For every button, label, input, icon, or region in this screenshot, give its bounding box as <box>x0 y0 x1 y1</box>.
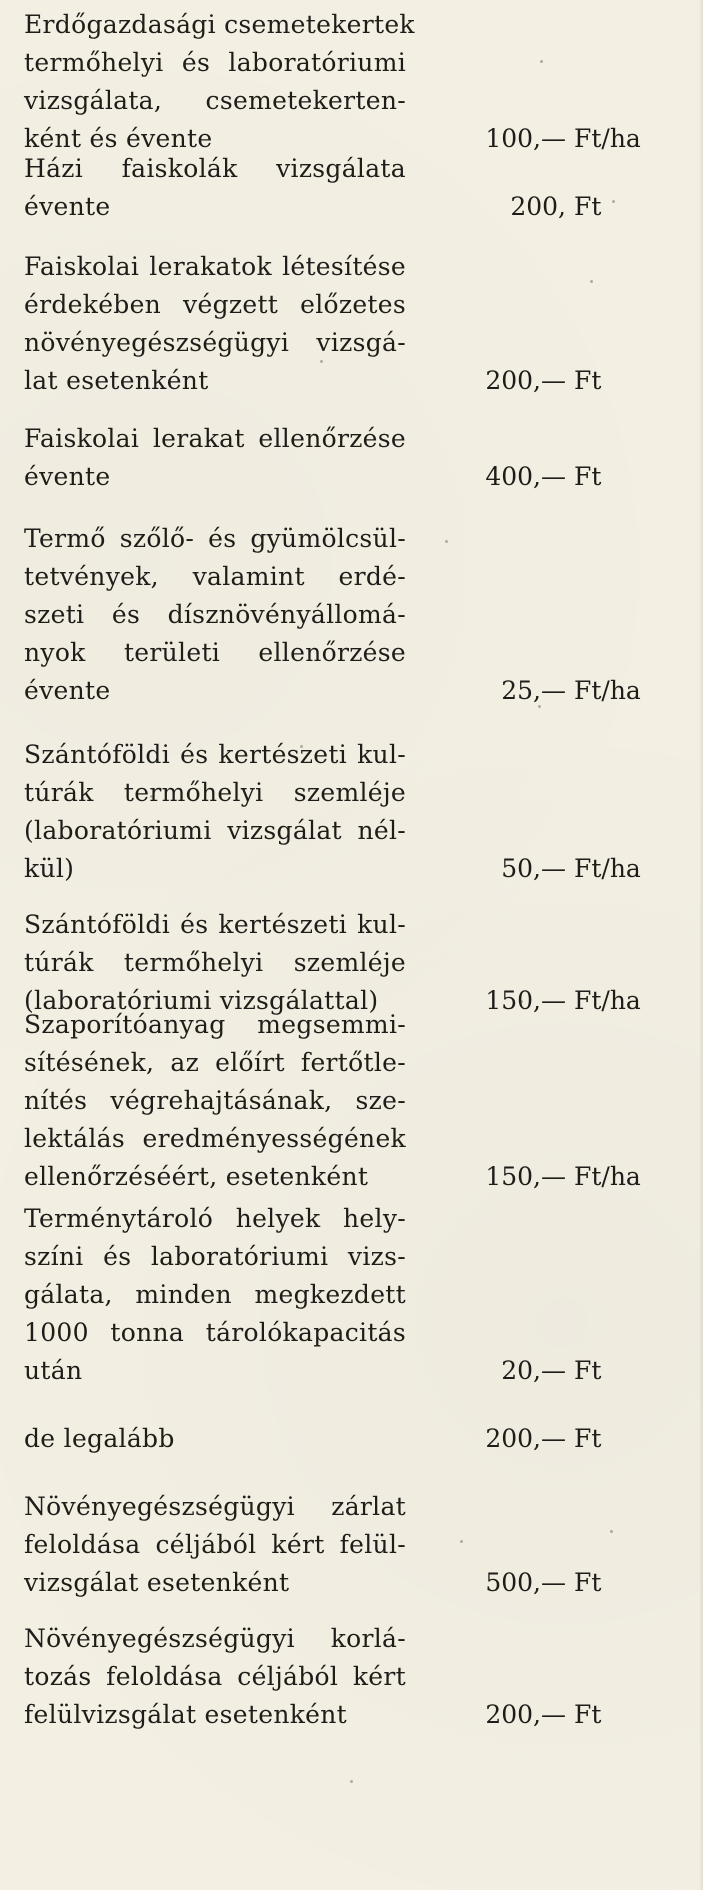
fee-unit: Ft <box>574 192 602 221</box>
fee-amount: 150,— <box>485 986 566 1015</box>
fee-price <box>470 850 641 888</box>
paper-speck <box>612 200 615 203</box>
fee-unit: Ft/ha <box>574 986 641 1015</box>
fee-unit: Ft <box>574 366 602 395</box>
fee-description <box>24 420 406 496</box>
fee-amount: 20,— <box>501 1356 566 1385</box>
fee-price <box>470 362 601 400</box>
fee-unit: Ft/ha <box>574 854 641 883</box>
description-line: Növényegészségügyi zárlat <box>24 1492 406 1521</box>
fee-amount: 200, <box>510 192 566 221</box>
fee-amount: 200,— <box>485 1700 566 1729</box>
fee-price <box>470 1564 601 1602</box>
paper-speck <box>538 705 541 708</box>
page-edge-shadow <box>699 0 703 1890</box>
fee-price <box>470 672 641 710</box>
description-line: szeti és dísznövényállomá- <box>24 600 406 629</box>
fee-price <box>470 458 601 496</box>
description-line: vizsgálat esetenként <box>24 1568 290 1597</box>
fee-unit: Ft <box>574 1568 602 1597</box>
description-line: gálata, minden megkezdett <box>24 1280 406 1309</box>
fee-unit: Ft/ha <box>574 676 641 705</box>
paper-speck <box>460 1540 463 1543</box>
fee-amount: 50,— <box>501 854 566 883</box>
fee-price <box>470 982 641 1020</box>
description-line: (laboratóriumi vizsgálattal) <box>24 986 379 1015</box>
description-line: évente <box>24 192 111 221</box>
fee-unit: Ft/ha <box>574 124 641 153</box>
fee-description <box>24 1200 406 1390</box>
description-line: színi és laboratóriumi vizs- <box>24 1242 406 1271</box>
description-line: ként és évente <box>24 124 213 153</box>
description-line: növényegészségügyi vizsgá- <box>24 328 406 357</box>
fee-unit: Ft <box>574 1356 602 1385</box>
description-line: nyok területi ellenőrzése <box>24 638 406 667</box>
description-line: Terménytároló helyek hely- <box>24 1204 406 1233</box>
description-line: tozás feloldása céljából kért <box>24 1662 406 1691</box>
description-line: Szántóföldi és kertészeti kul- <box>24 740 406 769</box>
description-line: után <box>24 1356 83 1385</box>
paper-speck <box>590 280 593 283</box>
fee-price <box>470 1696 601 1734</box>
fee-amount: 25,— <box>501 676 566 705</box>
fee-description <box>24 906 406 1020</box>
description-line: Termő szőlő- és gyümölcsül- <box>24 524 406 553</box>
fee-description <box>24 150 406 226</box>
description-line: kül) <box>24 854 75 883</box>
paper-speck <box>540 60 543 63</box>
fee-amount: 200,— <box>485 1424 566 1453</box>
description-line: ellenőrzéséért, esetenként <box>24 1162 369 1191</box>
description-line: túrák termőhelyi szemléje <box>24 778 406 807</box>
fee-description <box>24 736 406 888</box>
description-line: Növényegészségügyi korlá- <box>24 1624 406 1653</box>
description-line: vizsgálata, csemetekerten- <box>24 86 406 115</box>
description-line: termőhelyi és laboratóriumi <box>24 48 406 77</box>
description-line: felülvizsgálat esetenként <box>24 1700 348 1729</box>
description-line: (laboratóriumi vizsgálat nél- <box>24 816 406 845</box>
paper-speck <box>300 745 303 748</box>
fee-amount: 400,— <box>485 462 566 491</box>
paper-speck <box>320 360 323 363</box>
description-line: tetvények, valamint erdé- <box>24 562 406 591</box>
fee-amount: 150,— <box>485 1162 566 1191</box>
paper-speck <box>445 540 448 543</box>
description-line: évente <box>24 676 111 705</box>
fee-unit: Ft <box>574 1700 602 1729</box>
fee-price <box>470 1352 601 1390</box>
fee-description <box>24 1006 406 1196</box>
description-line: feloldása céljából kért felül- <box>24 1530 406 1559</box>
description-line: Faiskolai lerakatok létesítése <box>24 252 406 281</box>
fee-unit: Ft <box>574 462 602 491</box>
description-line: évente <box>24 462 111 491</box>
fee-description <box>24 520 406 710</box>
fee-price <box>470 120 641 158</box>
description-line: sítésének, az előírt fertőtle- <box>24 1048 406 1077</box>
paper-speck <box>610 1530 613 1533</box>
fee-unit: Ft/ha <box>574 1162 641 1191</box>
description-line: túrák termőhelyi szemléje <box>24 948 406 977</box>
description-line: nítés végrehajtásának, sze- <box>24 1086 406 1115</box>
fee-unit: Ft <box>574 1424 602 1453</box>
fee-description <box>24 248 406 400</box>
fee-description <box>24 1488 406 1602</box>
description-line: de legalább <box>24 1424 175 1453</box>
description-line: érdekében végzett előzetes <box>24 290 406 319</box>
description-line: 1000 tonna tárolókapacitás <box>24 1318 406 1347</box>
fee-price <box>470 188 601 226</box>
fee-price <box>470 1158 641 1196</box>
description-line: Szaporítóanyag megsemmi- <box>24 1010 406 1039</box>
paper-speck <box>520 1000 523 1003</box>
description-line: lat esetenként <box>24 366 209 395</box>
description-line: Erdőgazdasági csemetekertek <box>24 10 415 39</box>
description-line: Szántóföldi és kertészeti kul- <box>24 910 406 939</box>
description-line: Faiskolai lerakat ellenőrzése <box>24 424 406 453</box>
description-line: Házi faiskolák vizsgálata <box>24 154 406 183</box>
paper-speck <box>350 1780 353 1783</box>
fee-description <box>24 1620 406 1734</box>
fee-description <box>24 6 415 158</box>
fee-price <box>470 1420 601 1458</box>
fee-amount: 500,— <box>485 1568 566 1597</box>
description-line: lektálás eredményességének <box>24 1124 406 1153</box>
fee-amount: 100,— <box>485 124 566 153</box>
fee-amount: 200,— <box>485 366 566 395</box>
fee-description <box>24 1420 406 1458</box>
paper-speck <box>150 795 153 798</box>
